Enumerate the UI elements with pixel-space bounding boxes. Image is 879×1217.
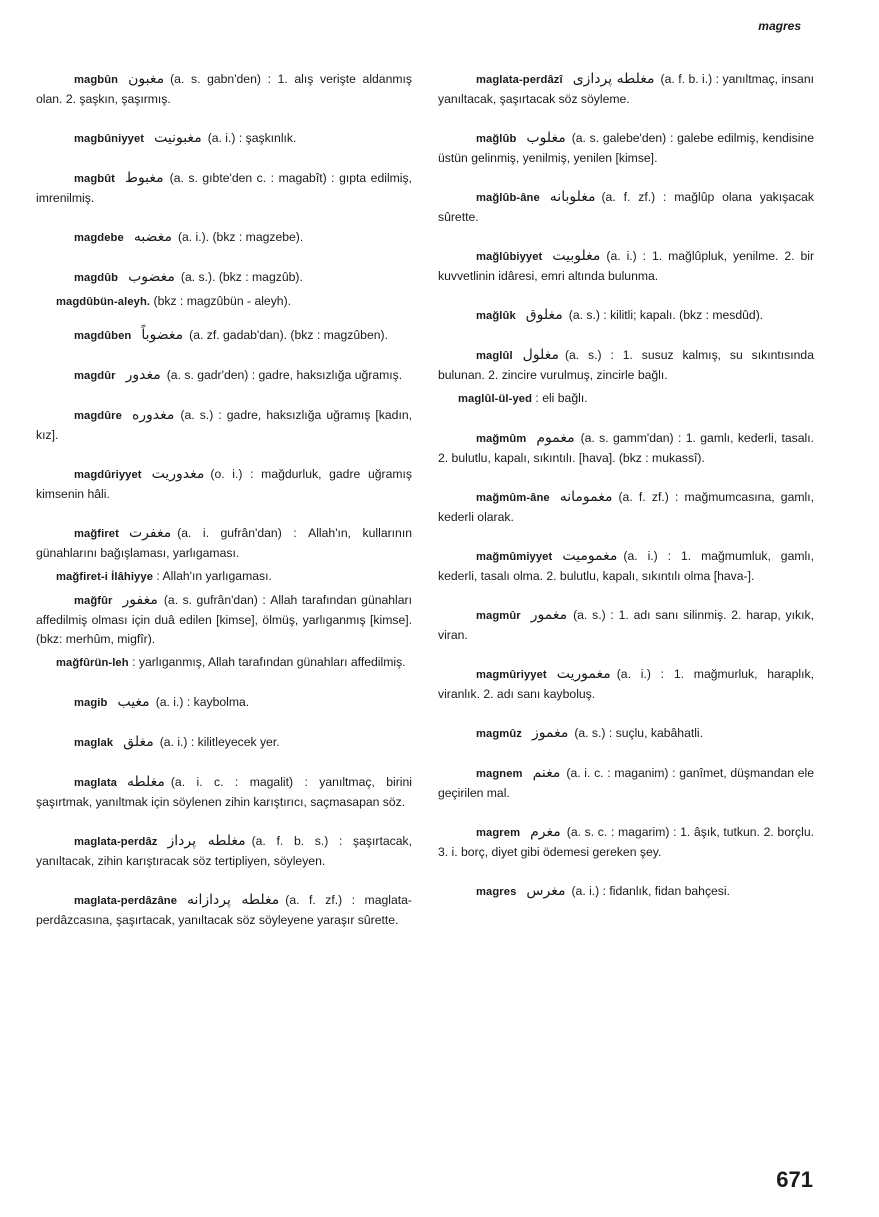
entry-headword: maglûl: [476, 350, 513, 362]
entry-headword: mağfiret: [74, 528, 119, 540]
entry-headword: magmûz: [476, 728, 522, 740]
dictionary-entry: [36, 406, 412, 445]
entry-definition: (a. s.) : 1. adı sanı silinmiş. 2. harap, yıkık, viran.: [438, 608, 814, 642]
guide-word: magres: [758, 19, 801, 33]
entry-definition: (a. zf. gadab'dan). (bkz : magzûben).: [189, 328, 388, 342]
dictionary-entry: [36, 228, 412, 248]
entry-arabic: مغفرت: [128, 525, 172, 541]
entry-definition: (a. s. gıbte'den c. : magabît) : gıpta edilmiş, imrenilmiş.: [36, 171, 412, 205]
dictionary-entry: [438, 306, 814, 326]
dictionary-entry: [438, 346, 814, 385]
entry-headword: mağlûbiyyet: [476, 251, 543, 263]
entry-definition: (a. f. zf.) : maglata-perdâzcasına, şaşırtacak, yanıltacak söz söyleyene yaraşır sûrette.: [36, 893, 412, 927]
entry-arabic: مغلوبيت: [552, 248, 601, 264]
dictionary-entry: [36, 326, 412, 346]
entry-arabic: مغموريت: [556, 666, 611, 682]
entry-headword: mağlûk: [476, 310, 516, 322]
dictionary-entry: [36, 465, 412, 504]
entry-headword: maglata-perdâzî: [476, 74, 563, 86]
entry-headword: mağmûm-âne: [476, 492, 550, 504]
dictionary-entry: [36, 70, 412, 109]
entry-headword: magbûn: [74, 74, 119, 86]
entry-definition: (a. s.). (bkz : magzûb).: [180, 270, 303, 284]
entry-definition: (a. i.) : kaybolma.: [155, 695, 250, 709]
dictionary-entry: [36, 832, 412, 871]
entry-headword: mağmûmiyyet: [476, 551, 553, 563]
dictionary-entry: [36, 169, 412, 208]
entry-definition: (a. i.) : şaşkınlık.: [207, 131, 297, 145]
entry-definition: (a. i.) : kilitleyecek yer.: [159, 735, 280, 749]
entry-arabic: مغبون: [128, 71, 165, 87]
dictionary-entry: [36, 567, 412, 587]
entry-definition: (a. i. gufrân'dan) : Allah'ın, kullarının günahlarını bağışlaması, yarlıgaması.: [36, 526, 412, 560]
entry-headword: mağfiret-i İlâhiyye: [56, 571, 154, 583]
entry-arabic: مغفور: [122, 592, 158, 608]
entry-arabic: مغمومانه: [559, 489, 613, 505]
dictionary-entry: [36, 733, 412, 753]
entry-definition: (a. s. gabn'den) : 1. alış verişte aldanmış olan. 2. şaşkın, şaşırmış.: [36, 72, 412, 106]
entry-arabic: مغرم: [530, 824, 561, 840]
entry-arabic: مغمور: [530, 607, 568, 623]
entry-headword: mağfûrün-leh: [56, 657, 129, 669]
dictionary-entry: [438, 606, 814, 645]
entry-arabic: مغموز: [531, 725, 569, 741]
entry-definition: (a. s.) : 1. susuz kalmış, su sıkıntısında bulunan. 2. zincire vurulmuş, zincirle bağlı.: [438, 348, 814, 382]
entry-definition: : eli bağlı.: [535, 391, 588, 405]
entry-definition: (a. i.) : 1. mağlûpluk, yenilme. 2. bir kuvvetlinin idâresi, emri altında bulunma.: [438, 249, 814, 283]
dictionary-entry: [438, 488, 814, 527]
entry-definition: (a. i.) : 1. mağmurluk, haraplık, viranlık. 2. adı sanı kayboluş.: [438, 667, 814, 701]
entry-arabic: مغلق: [123, 734, 154, 750]
entry-arabic: مغضوباً: [141, 327, 184, 343]
dictionary-entry: [438, 882, 814, 902]
entry-definition: (a. i. c. : magalit) : yanıltmaç, birini şaşırtmak, yanıltmak için söylenen zihin karıştırıcı, saçmasapan söz.: [36, 775, 412, 809]
dictionary-entry: [36, 129, 412, 149]
entry-arabic: مغبونيت: [154, 130, 202, 146]
dictionary-entry: [438, 724, 814, 744]
entry-arabic: مغلطه پردازانه: [187, 892, 280, 908]
entry-arabic: مغضوب: [128, 269, 175, 285]
entry-definition: (a. f. zf.) : mağlûp olana yakışacak sûrette.: [438, 190, 814, 224]
entry-headword: magdebe: [74, 232, 124, 244]
entry-arabic: مغنم: [532, 765, 561, 781]
entry-headword: magmûriyyet: [476, 669, 547, 681]
entry-headword: mağlûb-âne: [476, 192, 540, 204]
entry-headword: magdûre: [74, 410, 122, 422]
entry-definition: (a. i. c. : maganim) : ganîmet, düşmandan ele geçirilen mal.: [438, 766, 814, 800]
entry-definition: (a. i.). (bkz : magzebe).: [177, 230, 304, 244]
dictionary-entry: [438, 389, 814, 409]
entry-definition: (a. s.) : gadre, haksızlığa uğramış [kadın, kız].: [36, 408, 412, 442]
dictionary-entry: [438, 665, 814, 704]
entry-headword: magdûr: [74, 370, 116, 382]
entry-headword: maglata-perdâzâne: [74, 895, 178, 907]
dictionary-entry: [438, 429, 814, 468]
dictionary-entry: [36, 773, 412, 812]
entry-definition: (bkz : magzûbün - aleyh).: [153, 294, 292, 308]
entry-definition: (o. i.) : mağdurluk, gadre uğramış kimsenin hâli.: [36, 467, 412, 501]
entry-arabic: مغرس: [526, 883, 566, 899]
entry-headword: magdûb: [74, 272, 119, 284]
dictionary-entry: [438, 764, 814, 803]
dictionary-entry: [36, 524, 412, 563]
dictionary-entry: [36, 693, 412, 713]
dictionary-entry: [438, 188, 814, 227]
entry-definition: (a. s. galebe'den) : galebe edilmiş, kendisine üstün gelinmiş, yenilmiş, yenilen [kimse].: [438, 131, 814, 165]
entry-headword: maglata-perdâz: [74, 836, 158, 848]
entry-headword: magbût: [74, 173, 115, 185]
entry-arabic: مغلوب: [526, 130, 566, 146]
entry-arabic: مغبوط: [125, 170, 164, 186]
dictionary-entry: [438, 247, 814, 286]
entry-arabic: مغضبه: [133, 229, 172, 245]
dictionary-entry: [438, 129, 814, 168]
entry-arabic: مغلوق: [525, 307, 563, 323]
entry-arabic: مغلطه: [126, 774, 165, 790]
entry-headword: mağfûr: [74, 595, 113, 607]
dictionary-entry: [36, 653, 412, 673]
entry-headword: magres: [476, 886, 517, 898]
right-column: [438, 70, 814, 902]
page-number: 671: [776, 1167, 813, 1192]
entry-headword: maglata: [74, 777, 117, 789]
entry-arabic: مغلوبانه: [549, 189, 596, 205]
dictionary-entry: [438, 70, 814, 109]
dictionary-entry: [36, 292, 412, 312]
dictionary-entry: [36, 268, 412, 288]
entry-arabic: مغلطه پردازى: [572, 71, 655, 87]
entry-definition: (a. s. c. : magarim) : 1. âşık, tutkun. 2. borçlu. 3. i. borç, diyet gibi ödemesi gereken şey.: [438, 825, 814, 859]
dictionary-entry: [438, 823, 814, 862]
entry-headword: magbûniyyet: [74, 133, 145, 145]
entry-arabic: مغدوريت: [151, 466, 205, 482]
entry-definition: (a. s. gufrân'dan) : Allah tarafından günahları affedilmiş olması için duâ edilen [kimse], ölmüş, yarlıganmış [kimse]. (bkz: merhûm, migfîr).: [36, 593, 412, 646]
entry-headword: magdûben: [74, 330, 132, 342]
entry-arabic: مغموم: [536, 430, 575, 446]
entry-arabic: مغدوره: [131, 407, 175, 423]
entry-definition: (a. s. gadr'den) : gadre, haksızlığa uğramış.: [166, 368, 403, 382]
entry-headword: magdûriyyet: [74, 469, 142, 481]
entry-arabic: مغموميت: [562, 548, 618, 564]
entry-definition: : yarlıganmış, Allah tarafından günahları affedilmiş.: [132, 655, 406, 669]
entry-headword: magib: [74, 697, 108, 709]
entry-definition: (a. f. b. i.) : yanıltmaç, insanı yanıltacak, şaşırtacak söz söyleme.: [438, 72, 814, 106]
dictionary-entry: [36, 891, 412, 930]
entry-definition: (a. f. zf.) : mağmumcasına, gamlı, kederli olarak.: [438, 490, 814, 524]
entry-headword: maglûl-ül-yed: [458, 393, 533, 405]
entry-headword: magnem: [476, 768, 523, 780]
entry-definition: (a. i.) : 1. mağmumluk, gamlı, kederli, tasalı olma. 2. bulutlu, kapalı, sıkıntılı olma [hava-].: [438, 549, 814, 583]
dictionary-entry: [438, 547, 814, 586]
left-column: [36, 70, 412, 930]
dictionary-entry: [36, 366, 412, 386]
entry-headword: mağlûb: [476, 133, 517, 145]
entry-arabic: مغيب: [117, 694, 150, 710]
entry-definition: : Allah'ın yarlıgaması.: [156, 569, 272, 583]
entry-arabic: مغلطه پرداز: [167, 833, 246, 849]
entry-definition: (a. s.) : suçlu, kabâhatli.: [574, 726, 704, 740]
entry-headword: maglak: [74, 737, 114, 749]
entry-definition: (a. f. b. s.) : şaşırtacak, yanıltacak, zihin karıştıracak söz tertipliyen, söyleyen.: [36, 834, 412, 868]
entry-headword: mağmûm: [476, 433, 527, 445]
dictionary-entry: [36, 591, 412, 649]
entry-definition: (a. s. gamm'dan) : 1. gamlı, kederli, tasalı. 2. bulutlu, kapalı, sıkıntılı. [hava]. (bkz : mukassî).: [438, 431, 814, 465]
entry-headword: magmûr: [476, 610, 521, 622]
entry-arabic: مغدور: [125, 367, 161, 383]
entry-arabic: مغلول: [522, 347, 559, 363]
entry-definition: (a. i.) : fidanlık, fidan bahçesi.: [571, 884, 730, 898]
entry-definition: (a. s.) : kilitli; kapalı. (bkz : mesdûd).: [568, 308, 764, 322]
entry-headword: magrem: [476, 827, 521, 839]
entry-headword: magdûbün-aleyh.: [56, 296, 151, 308]
